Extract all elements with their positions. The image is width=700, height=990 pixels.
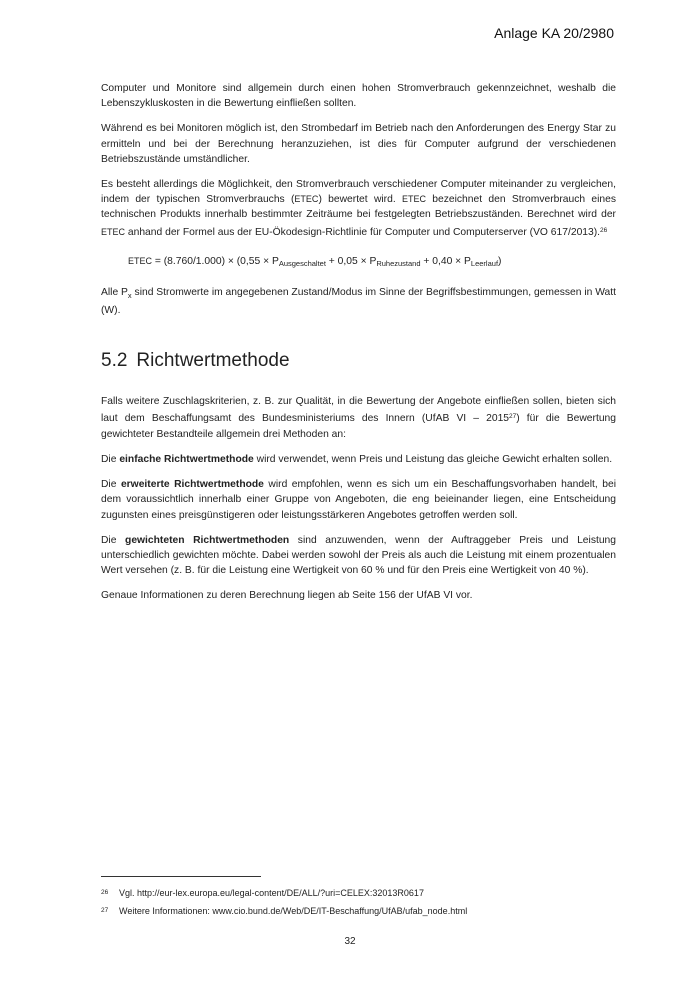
footnote-ref-26[interactable]: 26 [600, 226, 608, 234]
paragraph-etec: Es besteht allerdings die Möglichkeit, den Stromverbrauch verschiedener Computer miteinander zu vergleichen, indem der typischen Stromverbrauchs (ETEC) bewertet wird. ETEC bezeichnet den Stromverbrauch eines technischen Produkts innerhalb bestimmter Zeiträume bei festgelegten Betriebszuständen. Berechnet wird der ETEC anhand der Formel aus der EU-Ökodesign-Richtlinie für Computer und Computerserver (VO 617/2013).$^{26}$ [101, 179, 617, 238]
paragraph-px-definition: Alle $P_x$ sind Stromwerte im angegebenen Zustand/Modus im Sinne der Begriffsbestimmungen, gemessen in Watt (W). [101, 286, 617, 317]
page-content [101, 81, 616, 614]
term-weighted-method: gewichteten Richtwertmethoden [125, 534, 290, 546]
footnote-26: 26 Vgl. http://eur-lex.europa.eu/legal-content/DE/ALL/?uri=CELEX:32013R0617 [101, 888, 424, 898]
paragraph-methods-intro: Falls weitere Zuschlagskriterien, z. B. zur Qualität, in die Bewertung der Angebote einfließen sollen, bieten sich laut dem Beschaffungsamt des Bundesministeriums des Innern (UfAB VI – 2015$^{27}$) für die Bewertung gewichteter Bestandteile allgemein drei Methoden an: [101, 396, 617, 440]
etec-formula: ETEC = $(8.760/1.000) \times (0,55 \times P_{Ausgeschaltet} + 0,05 \times P_{Ruhezustand} + 0,40 \times P_{Leerlauf})$ [128, 255, 502, 268]
footnote-link[interactable]: Weitere Informationen: www.cio.bund.de/Web/DE/IT-Beschaffung/UfAB/ufab_node.html [119, 906, 468, 916]
footnote-ref-27[interactable]: 27 [509, 413, 517, 421]
section-title: Richtwertmethode [136, 350, 290, 372]
footnote-link[interactable]: Vgl. http://eur-lex.europa.eu/legal-content/DE/ALL/?uri=CELEX:32013R0617 [119, 888, 424, 898]
etec-term: ETEC [401, 194, 426, 205]
term-extended-method: erweiterte Richtwertmethode [120, 479, 264, 491]
paragraph-extended-method: Die erweiterte Richtwertmethode wird empfohlen, wenn es sich um ein Beschaffungsvorhaben handelt, bei dem voraussichtlich innerhalb einer Gruppe von Angeboten, die eng beieinander liegen, eine Entscheidung zugunsten eines preisgünstigeren oder leistungsstärkeren Angebotes getroffen werden soll. [101, 479, 617, 521]
paragraph-more-info: Genaue Informationen zu deren Berechnung liegen ab Seite 156 der UfAB VI vor. [101, 590, 473, 602]
document-reference: Anlage KA 20/2980 [494, 25, 614, 41]
term-simple-method: einfache Richtwertmethode [119, 453, 254, 465]
page-number: 32 [344, 936, 356, 947]
paragraph-intro: Computer und Monitore sind allgemein durch einen hohen Stromverbrauch gekennzeichnet, weshalb die Lebenszykluskosten in die Bewertung einfließen sollten. [101, 83, 616, 110]
paragraph-monitors: Während es bei Monitoren möglich ist, den Strombedarf im Betrieb nach den Anforderungen des Energy Star zu ermitteln und bei der Berechnung heranzuziehen, ist dies für Computer aufgrund der verschiedenen Betriebszustände umständlicher. [101, 123, 616, 165]
section-number: 5.2 [101, 350, 128, 372]
paragraph-simple-method: Die einfache Richtwertmethode wird verwendet, wenn Preis und Leistung das gleiche Gewicht erhalten sollen. [101, 453, 613, 465]
section-heading [101, 350, 616, 372]
footnote-27: 27 Weitere Informationen: www.cio.bund.de/Web/DE/IT-Beschaffung/UfAB/ufab_node.html [101, 906, 468, 916]
footnote-separator [101, 876, 261, 877]
paragraph-weighted-method: Die gewichteten Richtwertmethoden sind anzuwenden, wenn der Auftraggeber Preis und Leistung unterschiedlich gewichten möchte. Dabei werden sowohl der Preis als auch die Leistung mit einem prozentualen Wert versehen (z. B. für die Leistung eine Wertigkeit von 60 % und für den Preis eine Wertigkeit von 40 %). [101, 534, 617, 577]
etec-term: ETEC [294, 194, 319, 205]
etec-term: ETEC [101, 226, 126, 237]
